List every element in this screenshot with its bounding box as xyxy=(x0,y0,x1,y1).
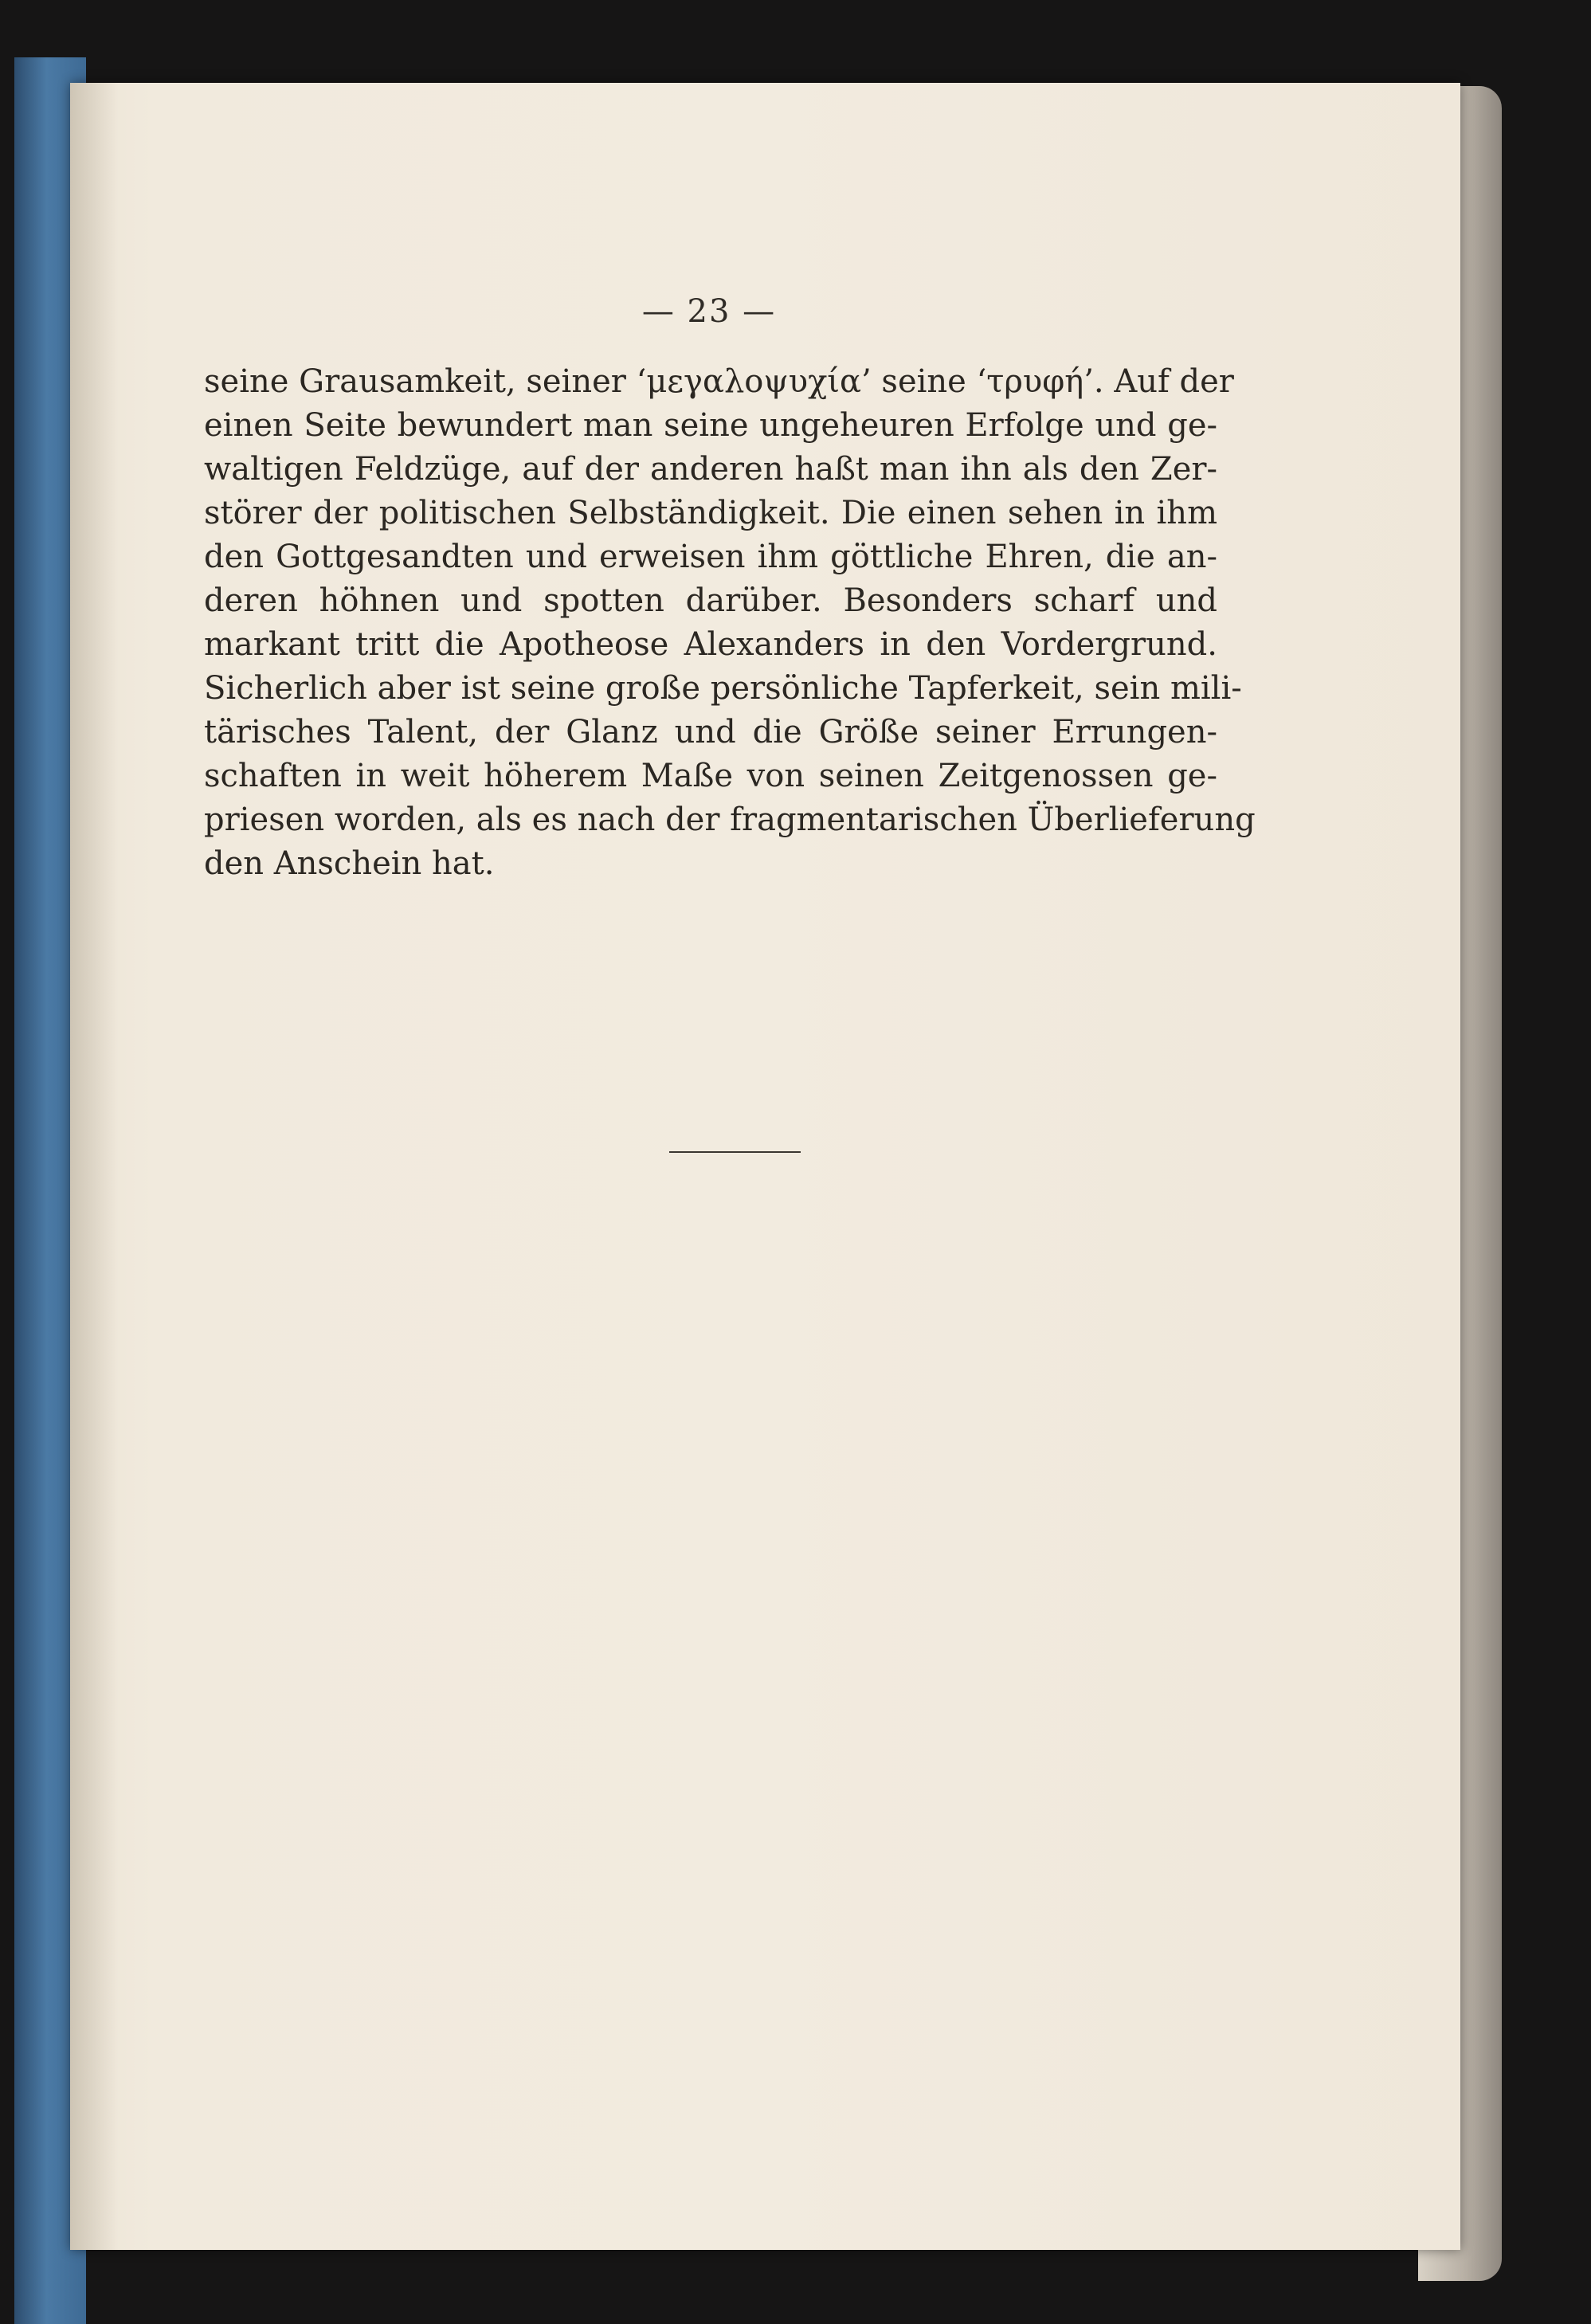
text-line-1: seine Grausamkeit, seiner ‘μεγαλοψυχία’ seine ‘τρυφή’. Auf der xyxy=(204,363,1234,400)
text-line-12: den Anschein hat. xyxy=(204,845,495,882)
body-paragraph xyxy=(204,360,1256,886)
text-line-3: waltigen Feldzüge, auf der anderen haßt man ihn als den Zer- xyxy=(204,451,1217,488)
text-line-11: priesen worden, als es nach der fragmentarischen Überlieferung xyxy=(204,801,1256,838)
text-line-8: Sicherlich aber ist seine große persönliche Tapferkeit, sein mili- xyxy=(204,670,1242,707)
text-line-2: einen Seite bewundert man seine ungeheuren Erfolge und ge- xyxy=(204,407,1217,444)
section-end-rule xyxy=(669,1151,801,1153)
page-number: — 23 — xyxy=(641,293,777,330)
text-line-7: markant tritt die Apotheose Alexanders in den Vordergrund. xyxy=(204,626,1217,663)
gutter-shadow xyxy=(70,83,118,2250)
text-line-9: tärisches Talent, der Glanz und die Größe seiner Errungen- xyxy=(204,714,1217,750)
text-line-10: schaften in weit höherem Maße von seinen Zeitgenossen ge- xyxy=(204,758,1217,794)
text-line-4: störer der politischen Selbständigkeit. Die einen sehen in ihm xyxy=(204,495,1217,531)
text-line-5: den Gottgesandten und erweisen ihm göttliche Ehren, die an- xyxy=(204,539,1217,575)
text-line-6: deren höhnen und spotten darüber. Besonders scharf und xyxy=(204,582,1217,619)
